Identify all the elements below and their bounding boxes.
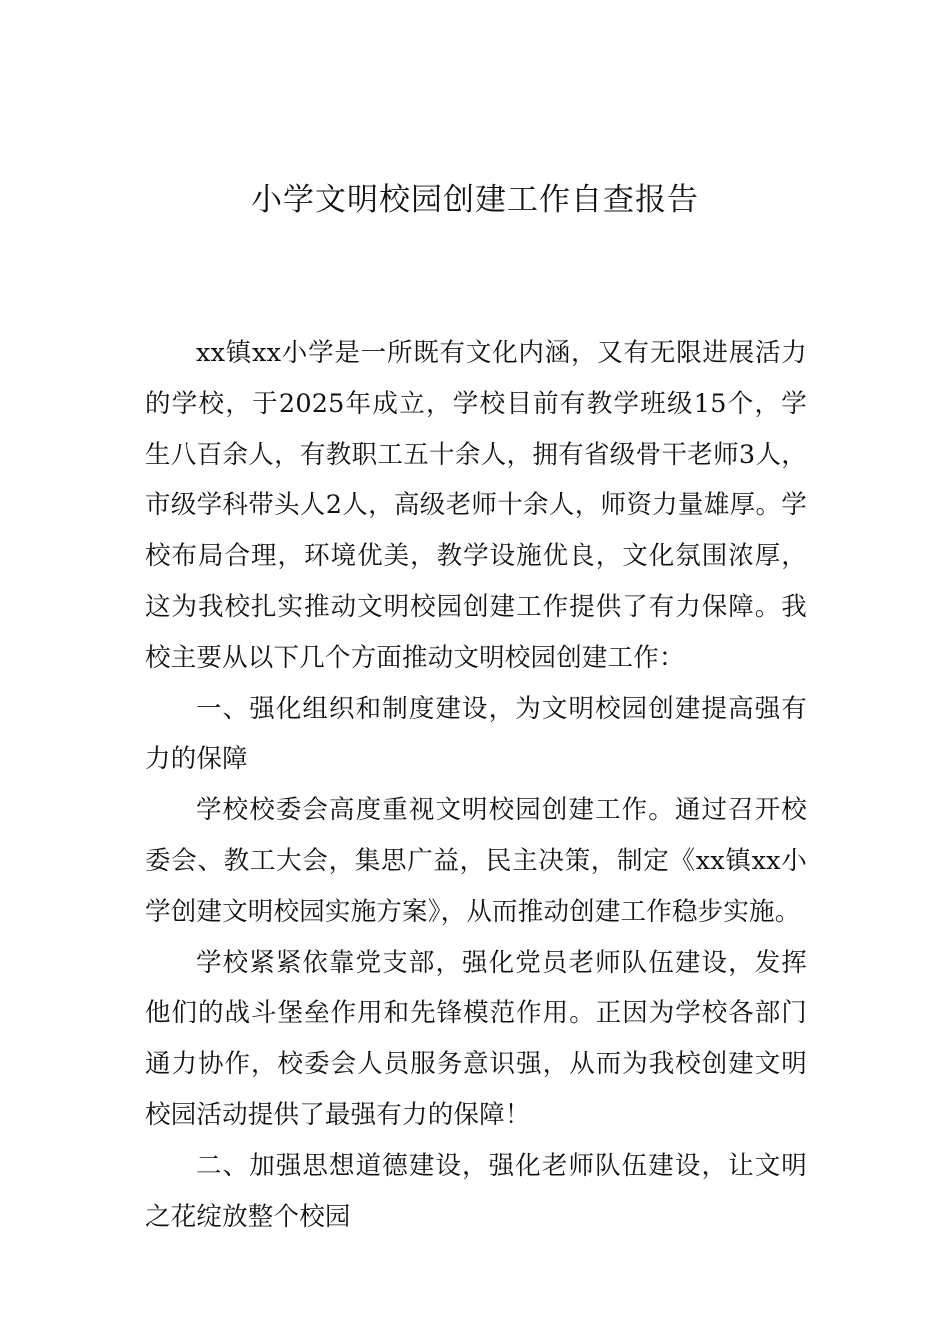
document-body: [145, 328, 807, 1242]
paragraph-intro: xx镇xx小学是一所既有文化内涵，又有无限进展活力的学校，于2025年成立，学校目前有教学班级15个，学生八百余人，有教职工五十余人，拥有省级骨干老师3人，市级学科带头人2人，高级老师十余人，师资力量雄厚。学校布局合理，环境优美，教学设施优良，文化氛围浓厚，这为我校扎实推动文明校园创建工作提供了有力保障。我校主要从以下几个方面推动文明校园创建工作：: [145, 338, 807, 673]
section-heading-1: 一、强化组织和制度建设，为文明校园创建提高强有力的保障: [145, 693, 807, 775]
paragraph-1: 学校校委会高度重视文明校园创建工作。通过召开校委会、教工大会，集思广益，民主决策，制定《xx镇xx小学创建文明校园实施方案》，从而推动创建工作稳步实施。: [145, 795, 807, 927]
section-heading-2: 二、加强思想道德建设，强化老师队伍建设，让文明之花绽放整个校园: [145, 1150, 807, 1232]
paragraph-2: 学校紧紧依靠党支部，强化党员老师队伍建设，发挥他们的战斗堡垒作用和先锋模范作用。正因为学校各部门通力协作，校委会人员服务意识强，从而为我校创建文明校园活动提供了最强有力的保障！: [145, 947, 807, 1130]
document-title: 小学文明校园创建工作自查报告: [251, 182, 699, 218]
